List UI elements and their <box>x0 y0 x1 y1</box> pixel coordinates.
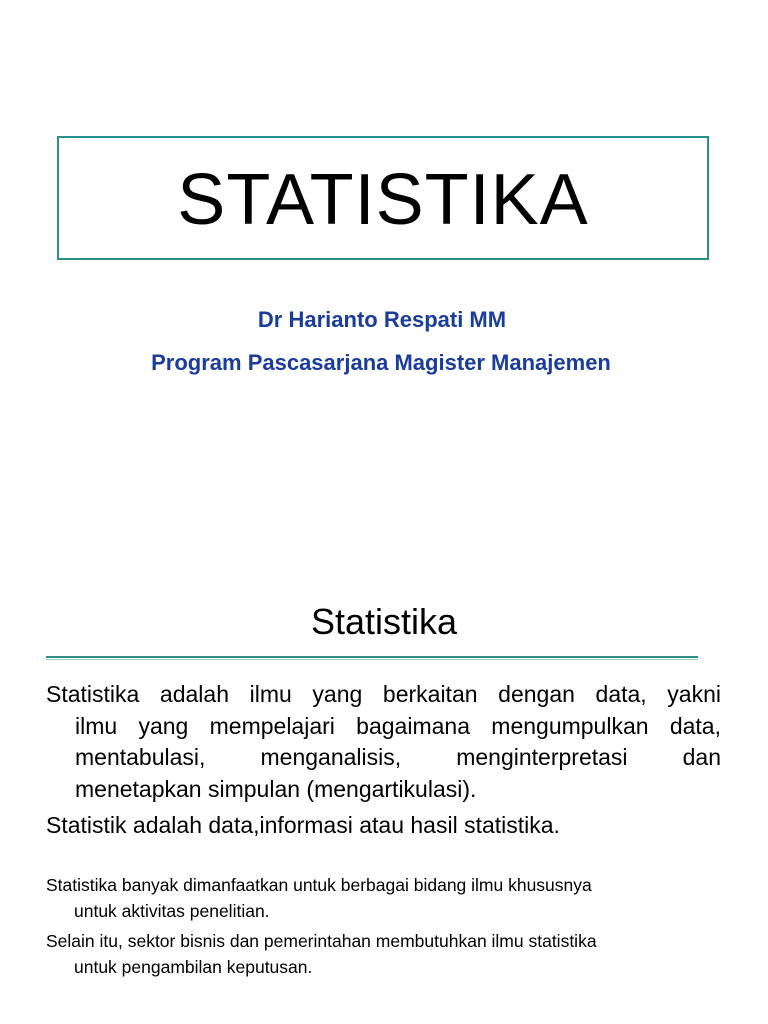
program-name: Program Pascasarjana Magister Manajemen <box>151 350 611 375</box>
statistik-paragraph <box>46 810 721 842</box>
usage-paragraph <box>46 872 721 924</box>
usage-line-1: Statistika banyak dimanfaatkan untuk berbagai bidang ilmu khususnya <box>46 875 592 895</box>
statistik-line: Statistik adalah data,informasi atau hasil statistika. <box>46 812 560 838</box>
title-frame <box>57 136 709 260</box>
usage-line-2: untuk aktivitas penelitian. <box>74 901 270 921</box>
definition-line-2: ilmu yang mempelajari bagaimana mengumpulkan data, <box>75 712 721 739</box>
section-heading: Statistika <box>310 601 458 642</box>
heading-divider-shadow <box>46 659 698 660</box>
slide-title: STATISTIKA <box>177 160 589 240</box>
definition-line-4: menetapkan simpulan (mengartikulasi). <box>75 775 477 802</box>
definition-line-3: mentabulasi, menganalisis, menginterpretasi dan <box>75 744 721 770</box>
author-name: Dr Harianto Respati MM <box>257 307 507 332</box>
definition-paragraph <box>46 679 721 805</box>
business-paragraph <box>46 928 721 980</box>
heading-divider <box>46 656 698 658</box>
business-line-2: untuk pengambilan keputusan. <box>74 957 313 977</box>
business-line-1: Selain itu, sektor bisnis dan pemerintahan membutuhkan ilmu statistika <box>46 931 597 951</box>
definition-line-1: Statistika adalah ilmu yang berkaitan dengan data, yakni <box>46 681 721 707</box>
